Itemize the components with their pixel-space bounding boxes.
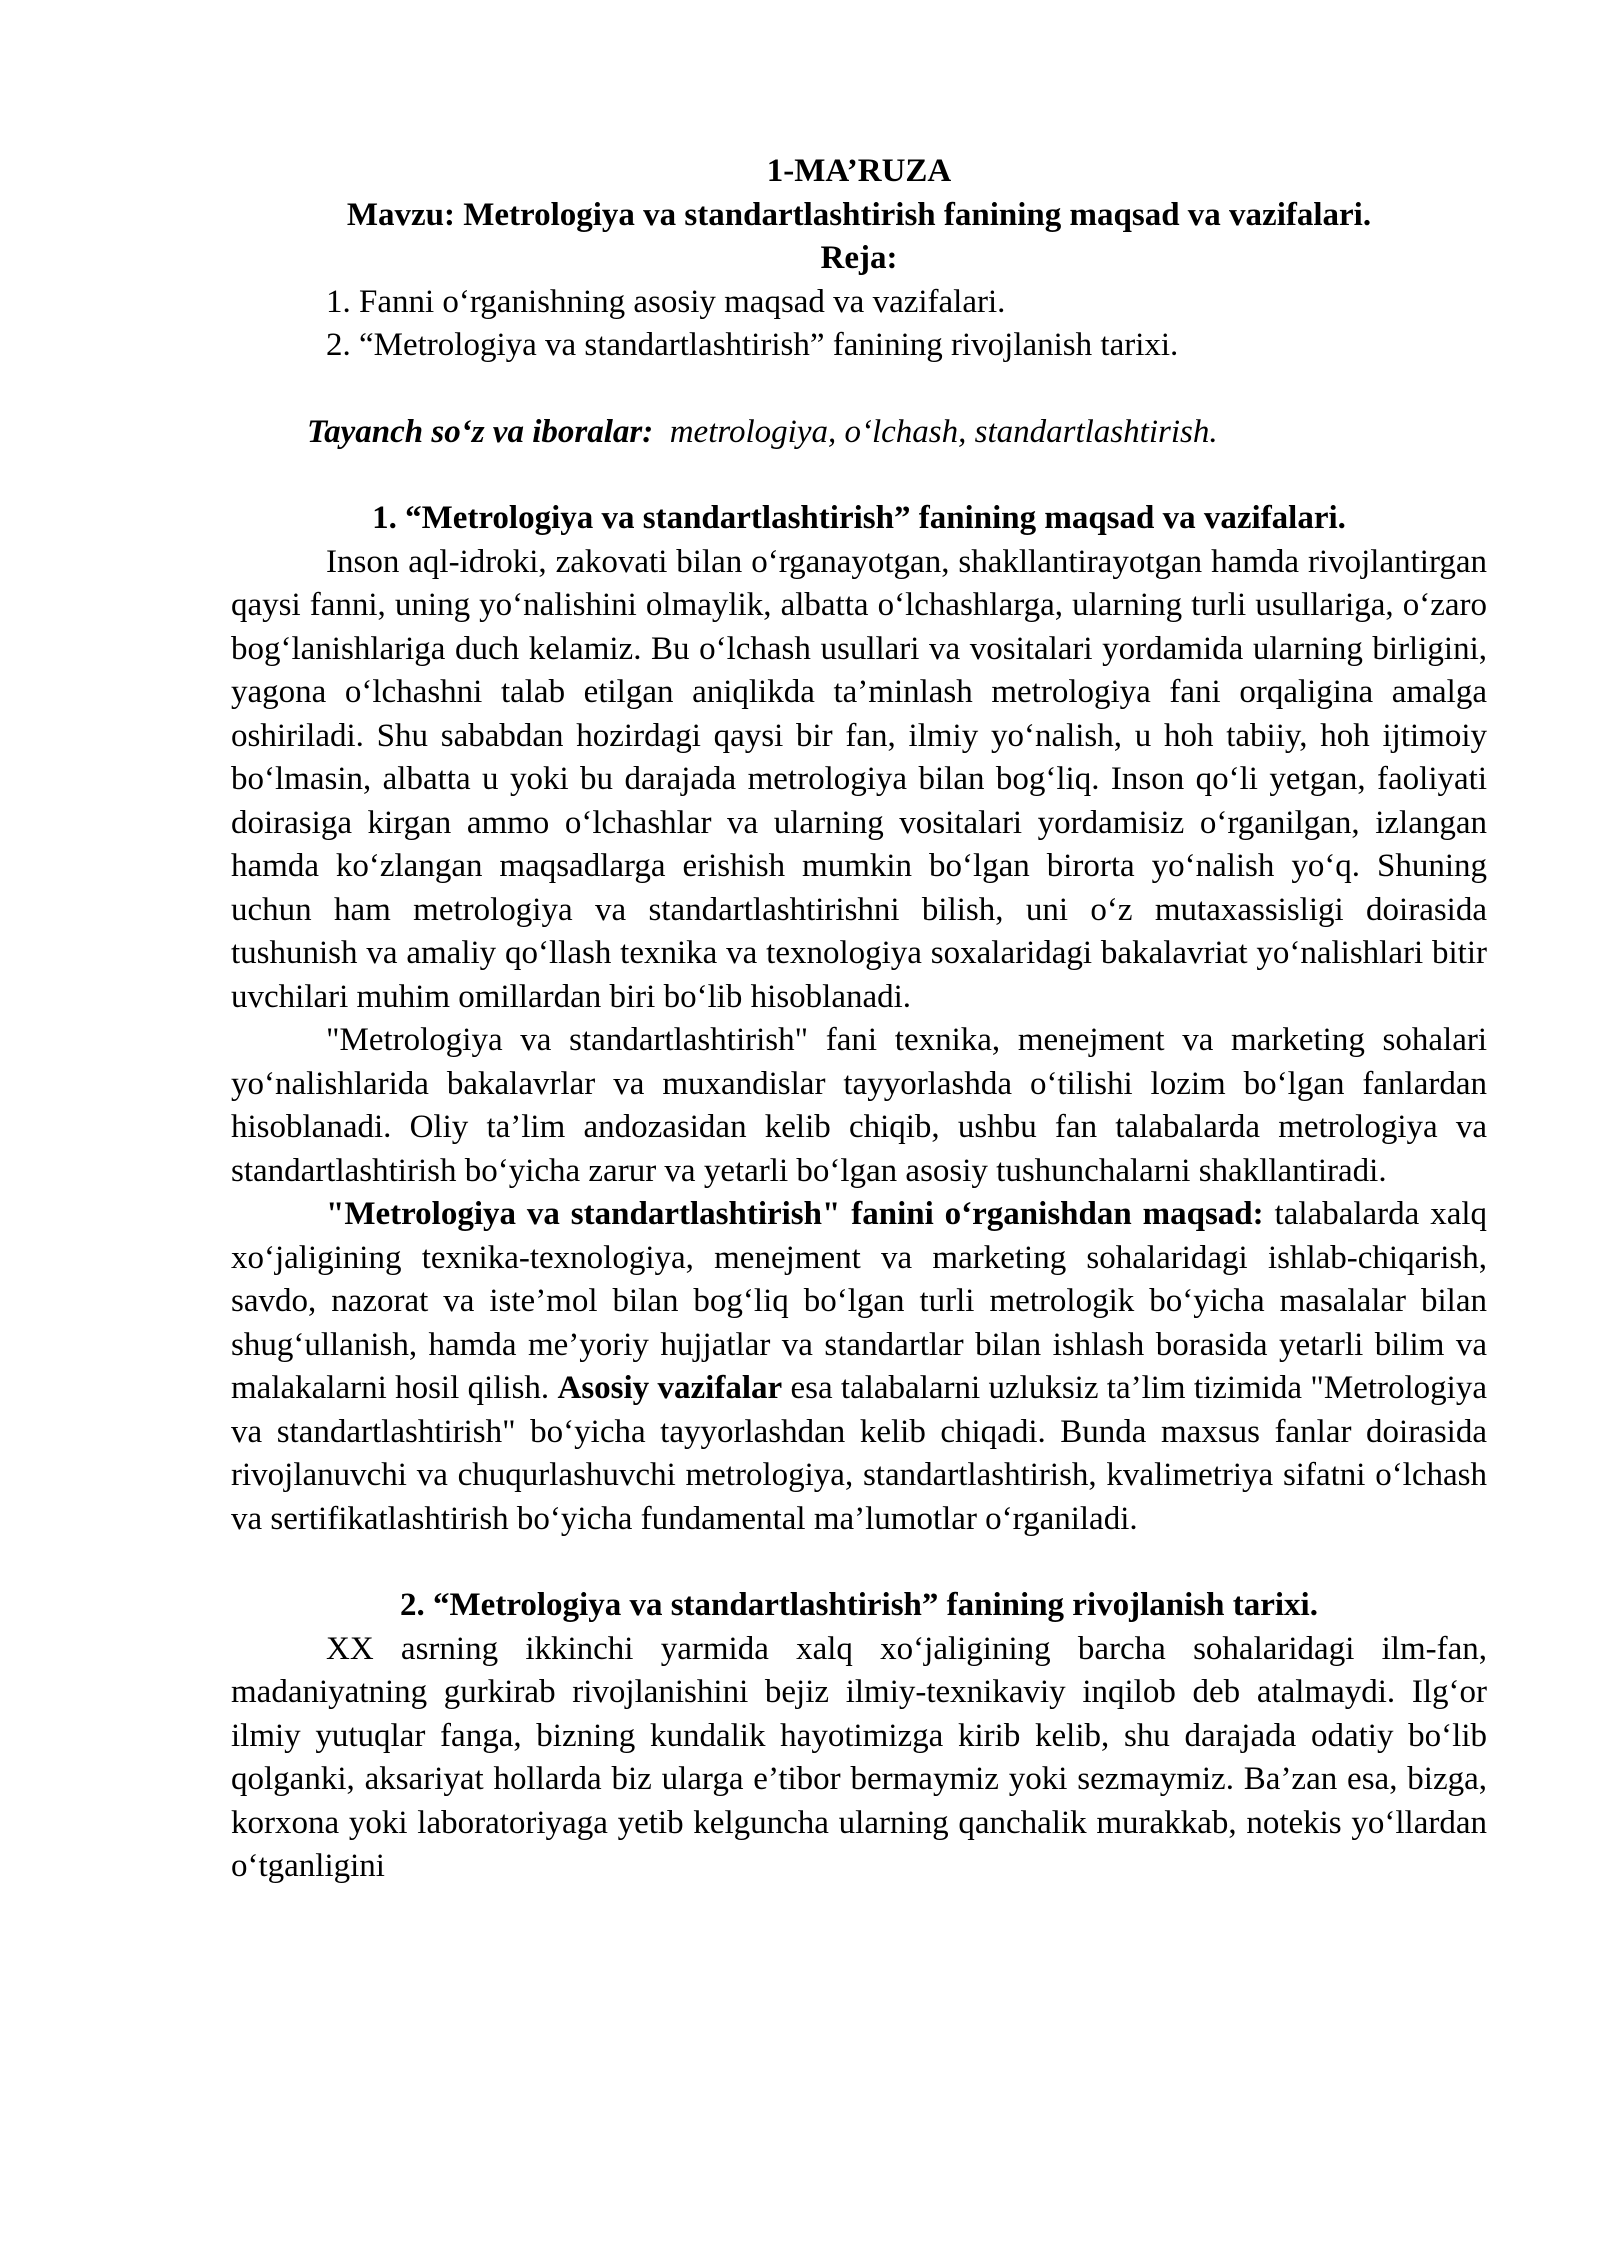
tasks-text: esa talabalarni uzluksiz ta’lim tizimida "Metrologiya va standartlashtirish" bo‘yicha tayyorlashdan kelib chiqadi. Bunda maxsus fanlar doirasida rivojlanuvchi va chuqurlashuvchi metrologiya, standartlashtirish, kvalimetriya sifatni o‘lchash va sertifikatlashtirish bo‘yicha fundamental ma’lumotlar o‘rganiladi. (231, 1370, 1487, 1537)
section-1-paragraph-2: "Metrologiya va standartlashtirish" fani texnika, menejment va marketing sohalari yo‘nalishlarida bakalavrlar va muxandislar tayyorlashda o‘tilishi lozim bo‘lgan fanlardan hisoblanadi. Oliy ta’lim andozasidan kelib chiqib, ushbu fan talabalarda metrologiya va standartlashtirish bo‘yicha zarur va yetarli bo‘lgan asosiy tushunchalarni shakllantiradi. (231, 1022, 1487, 1189)
lecture-number: 1-MA’RUZA (766, 153, 952, 189)
plan-item: 2. “Metrologiya va standartlashtirish” fanining rivojlanish tarixi. (326, 327, 1179, 363)
section-1-title: 1. “Metrologiya va standartlashtirish” fanining maqsad va vazifalari. (372, 500, 1346, 536)
plan-list (231, 281, 1487, 368)
plan-item: 1. Fanni o‘rganishning asosiy maqsad va vazifalari. (326, 283, 1006, 320)
section-1-paragraph-3 (231, 1193, 1487, 1541)
tasks-lead: Asosiy vazifalar (557, 1370, 783, 1406)
section-2-title: 2. “Metrologiya va standartlashtirish” fanining rivojlanish tarixi. (400, 1587, 1318, 1623)
section-1-paragraph-1: Inson aql-idroki, zakovati bilan o‘rganayotgan, shakllantirayotgan hamda rivojlantirgan qaysi fanni, uning yo‘nalishini olmaylik, albatta o‘lchashlarga, ularning turli usullariga, o‘zaro bog‘lanishlariga duch kelamiz. Bu o‘lchash usullari va vositalari yordamida ularning birligini, yagona o‘lchashni talab etilgan aniqlikda ta’minlash metrologiya fani orqaligina amalga oshiriladi. Shu sababdan hozirdagi qaysi bir fan, ilmiy yo‘nalish, u hoh tabiiy, hoh ijtimoiy bo‘lmasin, albatta u yoki bu darajada metrologiya bilan bog‘liq. Inson qo‘li yetgan, faoliyati doirasiga kirgan ammo o‘lchashlar va ularning vositalari yordamisiz o‘rganilgan, izlangan hamda ko‘zlangan maqsadlarga erishish mumkin bo‘lgan birorta yo‘nalish yo‘q. Shuning uchun ham metrologiya va standartlashtirishni bilish, uni o‘z mutaxassisligi doirasida tushunish va amaliy qo‘llash texnika va texnologiya soxalaridagi bakalavriat yo‘nalishlari bitir uvchilari muhim omillardan biri bo‘lib hisoblanadi. (231, 543, 1487, 1015)
section-2-paragraph-1: XX asrning ikkinchi yarmida xalq xo‘jaligining barcha sohalaridagi ilm-fan, madaniyatning gurkirab rivojlanishini bejiz ilmiy-texnikaviy inqilob deb atalmaydi. Ilg‘or ilmiy yutuqlar fanga, bizning kundalik hayotimizga kirib kelib, shu darajada odatiy bo‘lib qolganki, aksariyat hollarda biz ularga e’tibor bermaymiz yoki sezmaymiz. Ba’zan esa, bizga, korxona yoki laboratoriyaga yetib kelguncha ularning qanchalik murakkab, notekis yo‘llardan o‘tganligini (231, 1630, 1487, 1884)
keywords-line (231, 411, 1487, 455)
lecture-topic: Mavzu: Metrologiya va standartlashtirish fanining maqsad va vazifalari. (346, 196, 1372, 233)
goal-text: talabalarda xalq xo‘jaligining texnika-texnologiya, menejment va marketing sohalaridagi ishlab-chiqarish, savdo, nazorat va iste’mol bilan bog‘liq bo‘lgan turli metrologik bo‘yicha masalalar bilan shug‘ullanish, hamda me’yoriy hujjatlar va standartlar bilan ishlash borasida yetarli bilim va malakalarni hosil qilish. (231, 1196, 1488, 1406)
keywords-label: Tayanch so‘z va iboralar: (307, 413, 654, 450)
document-page (231, 150, 1487, 1889)
goal-lead: "Metrologiya va standartlashtirish" fanini o‘rganishdan maqsad: (326, 1196, 1264, 1232)
plan-heading: Reja: (820, 240, 898, 276)
keywords-text: metrologiya, o‘lchash, standartlashtirish. (669, 413, 1218, 450)
